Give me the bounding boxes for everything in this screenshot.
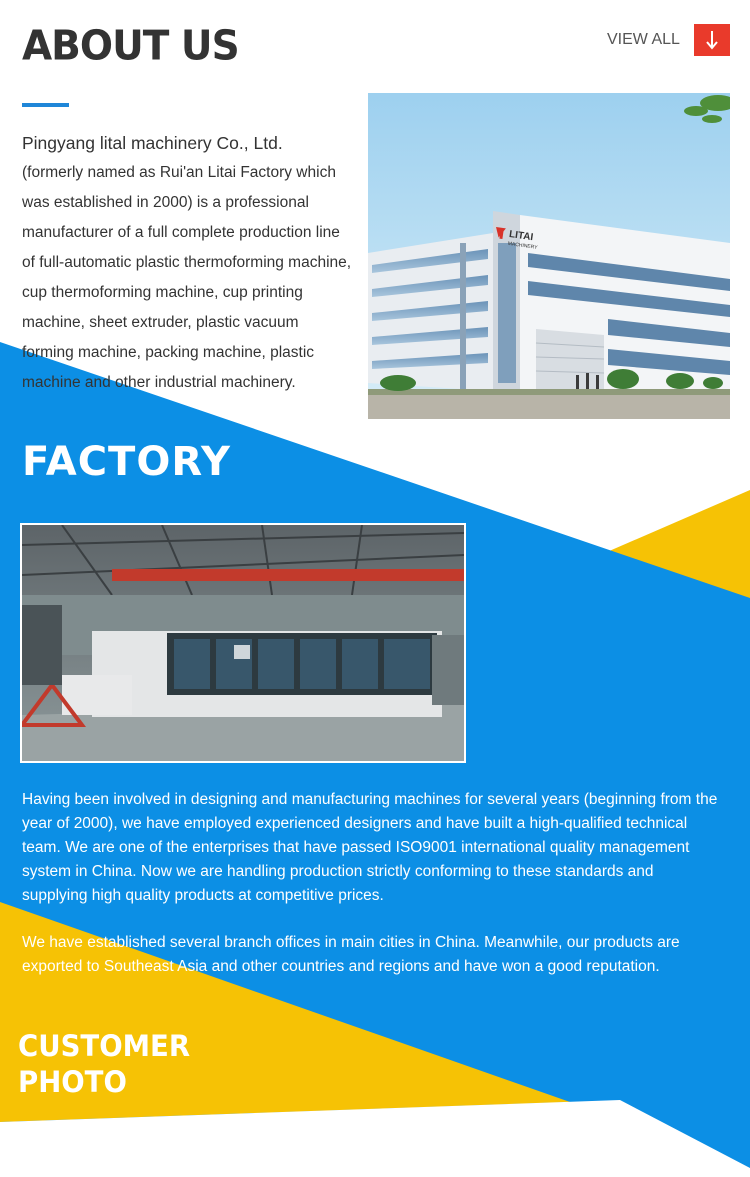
factory-title: FACTORY — [22, 439, 231, 485]
view-all-label: VIEW ALL — [607, 31, 680, 48]
title-underline — [22, 103, 69, 107]
customer-title-line1: CUSTOMER — [18, 1029, 191, 1063]
about-description — [22, 128, 354, 398]
factory-paragraph: We have established several branch offices in main cities in China. Meanwhile, our products are exported to Southeast Asia and other countries and regions and have won a good reputation. — [22, 934, 680, 975]
building-sign-brand: LITAI — [508, 228, 534, 244]
factory-building-photo — [368, 93, 730, 419]
building-sign-sub: MACHINERY — [507, 240, 538, 251]
arrow-down-icon — [694, 24, 730, 56]
factory-paragraph: Having been involved in designing and manufacturing machines for several years (beginning from the year of 2000), we have employed experienced designers and have built a high-qualified technical team. We are one of the enterprises that have passed ISO9001 international quality management system in China. Now we are handling production strictly conforming to these standards and supplying high quality products at competitive prices. — [22, 791, 718, 904]
company-description: (formerly named as Rui'an Litai Factory which was established in 2000) is a professional manufacturer of a full complete production line of full-automatic plastic thermoforming machine, cup thermoforming machine, cup printing machine, sheet extruder, plastic vacuum forming machine, packing machine, plastic machine and other industrial machinery. — [22, 164, 352, 391]
factory-workshop-photo — [20, 523, 466, 763]
customer-title-line2: PHOTO — [18, 1065, 127, 1099]
company-name: Pingyang lital machinery Co., Ltd. — [22, 133, 283, 153]
customer-photo-title — [18, 1028, 190, 1100]
view-all-link[interactable] — [607, 24, 730, 56]
factory-description — [22, 788, 722, 1002]
about-us-title: ABOUT US — [22, 22, 239, 71]
